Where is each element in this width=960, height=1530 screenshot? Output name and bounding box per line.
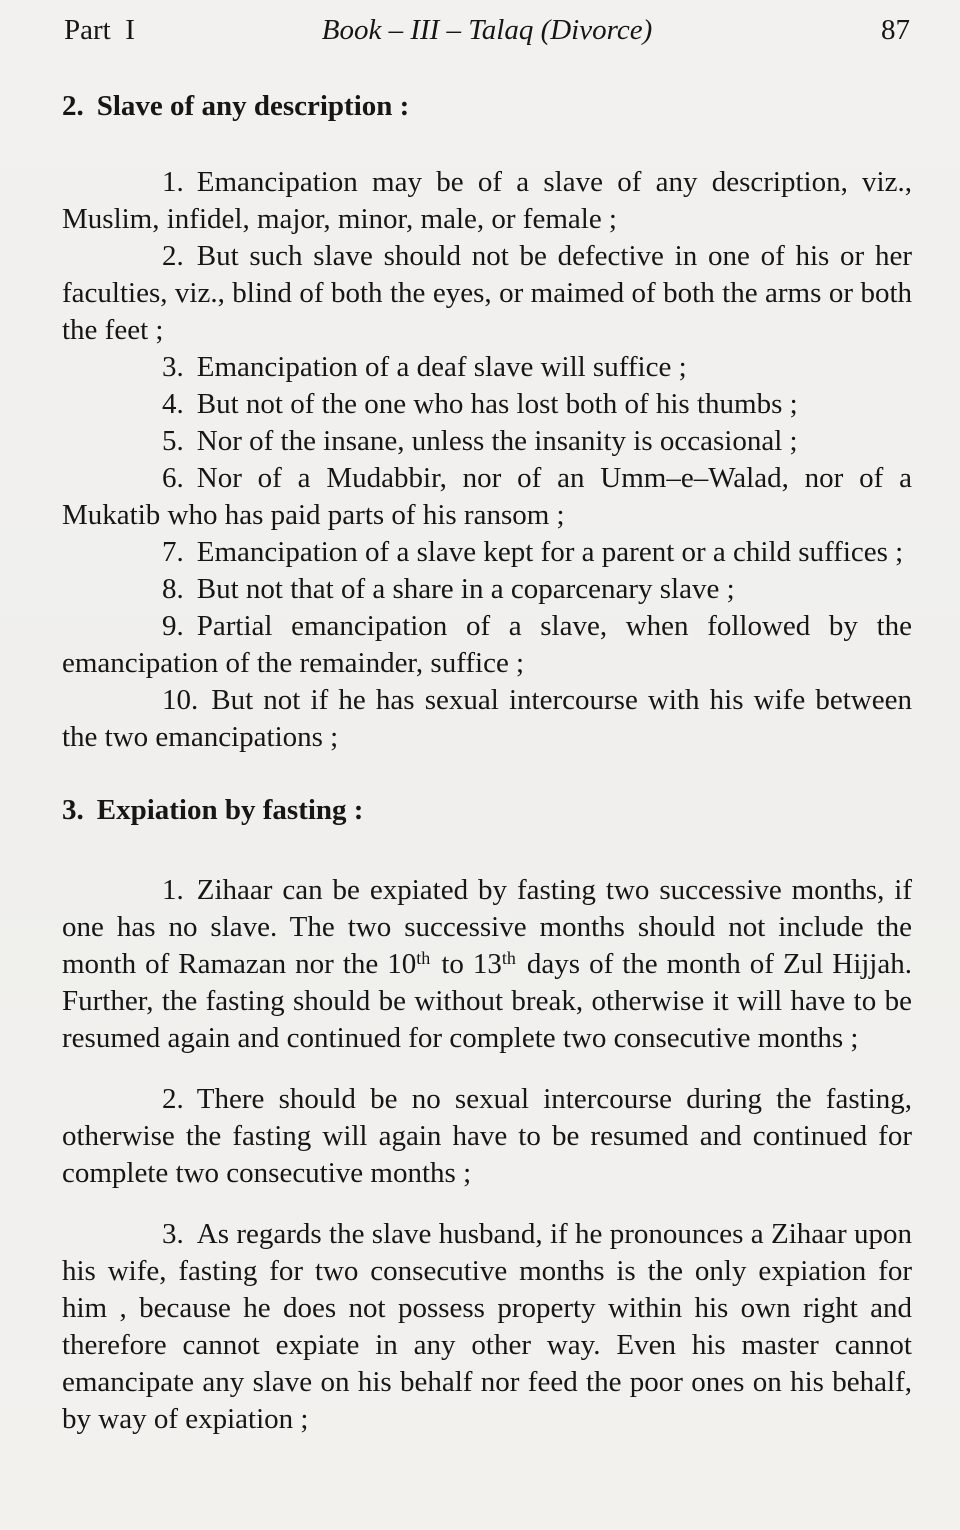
list-item-text: Emancipation of a deaf slave will suffice ;: [196, 351, 687, 383]
section-3-number: 3.: [62, 794, 84, 826]
list-item: [62, 164, 912, 238]
section-3-title: Expiation by fasting :: [96, 794, 364, 826]
list-item-number: 1.: [162, 166, 184, 198]
book-title: Book – III – Talaq (Divorce): [321, 14, 653, 46]
page-header: [62, 14, 912, 54]
list-item-number: 2.: [162, 240, 184, 272]
paragraph-number: 3.: [162, 1218, 184, 1250]
section-3-heading: [62, 792, 912, 828]
list-item: [62, 682, 912, 756]
list-item-text: But such slave should not be defective in one of his or her faculties, viz., blind of both the eyes, or maimed of both the arms or both the feet ;: [62, 240, 912, 346]
list-item-number: 7.: [162, 536, 184, 568]
list-item-text: But not of the one who has lost both of his thumbs ;: [196, 388, 798, 420]
expiation-paragraph-1: [62, 872, 912, 1057]
expiation-paragraph-3: [62, 1216, 912, 1438]
paragraph-text: As regards the slave husband, if he pronounces a Zihaar upon his wife, fasting for two consecutive months is the only expiation for him , because he does not possess property within his own right and therefore cannot expiate in any other way. Even his master cannot emancipate any slave on his behalf nor feed the poor ones on his behalf, by way of expiation ;: [62, 1218, 912, 1435]
page-number: 87: [881, 14, 910, 46]
paragraph-number: 2.: [162, 1083, 184, 1115]
list-item: [62, 423, 912, 460]
list-item-number: 4.: [162, 388, 184, 420]
list-item: [62, 534, 912, 571]
section-2-number: 2.: [62, 90, 84, 122]
list-item-text: But not that of a share in a coparcenary slave ;: [196, 573, 735, 605]
paragraph-text: Zihaar can be expiated by fasting two successive months, if one has no slave. The two successive months should not include the month of Ramazan nor the 10: [62, 874, 912, 980]
section-2-title: Slave of any description :: [96, 90, 410, 122]
list-item: [62, 349, 912, 386]
expiation-paragraph-2: [62, 1081, 912, 1192]
list-item-text: Nor of the insane, unless the insanity is occasional ;: [196, 425, 798, 457]
paragraph-text: to 13: [432, 948, 502, 980]
list-item-number: 8.: [162, 573, 184, 605]
superscript-th: th: [416, 948, 431, 968]
paragraph-number: 1.: [162, 874, 184, 906]
list-item-text: But not if he has sexual intercourse with his wife between the two emancipations ;: [62, 684, 912, 753]
list-item-text: Nor of a Mudabbir, nor of an Umm–e–Walad, nor of a Mukatib who has paid parts of his ransom ;: [62, 462, 912, 531]
list-item: [62, 571, 912, 608]
list-item-number: 9.: [162, 610, 184, 642]
paragraph-text: There should be no sexual intercourse during the fasting, otherwise the fasting will again have to be resumed and continued for complete two consecutive months ;: [62, 1083, 912, 1189]
list-item-text: Emancipation may be of a slave of any description, viz., Muslim, infidel, major, minor, male, or female ;: [62, 166, 912, 235]
part-label: Part I: [64, 14, 135, 46]
list-item-number: 5.: [162, 425, 184, 457]
list-item: [62, 238, 912, 349]
superscript-th: th: [501, 948, 516, 968]
list-item: [62, 460, 912, 534]
paragraph-text: days of the month of Zul Hijjah. Further, the fasting should be without break, otherwise it will have to be resumed again and continued for complete two consecutive months ;: [62, 948, 912, 1054]
section-2-item-list: [62, 164, 912, 756]
list-item-text: Partial emancipation of a slave, when followed by the emancipation of the remainder, suffice ;: [62, 610, 912, 679]
list-item-number: 10.: [162, 684, 199, 716]
section-2-heading: [62, 88, 912, 124]
list-item: [62, 386, 912, 423]
list-item-number: 3.: [162, 351, 184, 383]
list-item-number: 6.: [162, 462, 184, 494]
list-item: [62, 608, 912, 682]
list-item-text: Emancipation of a slave kept for a parent or a child suffices ;: [196, 536, 904, 568]
